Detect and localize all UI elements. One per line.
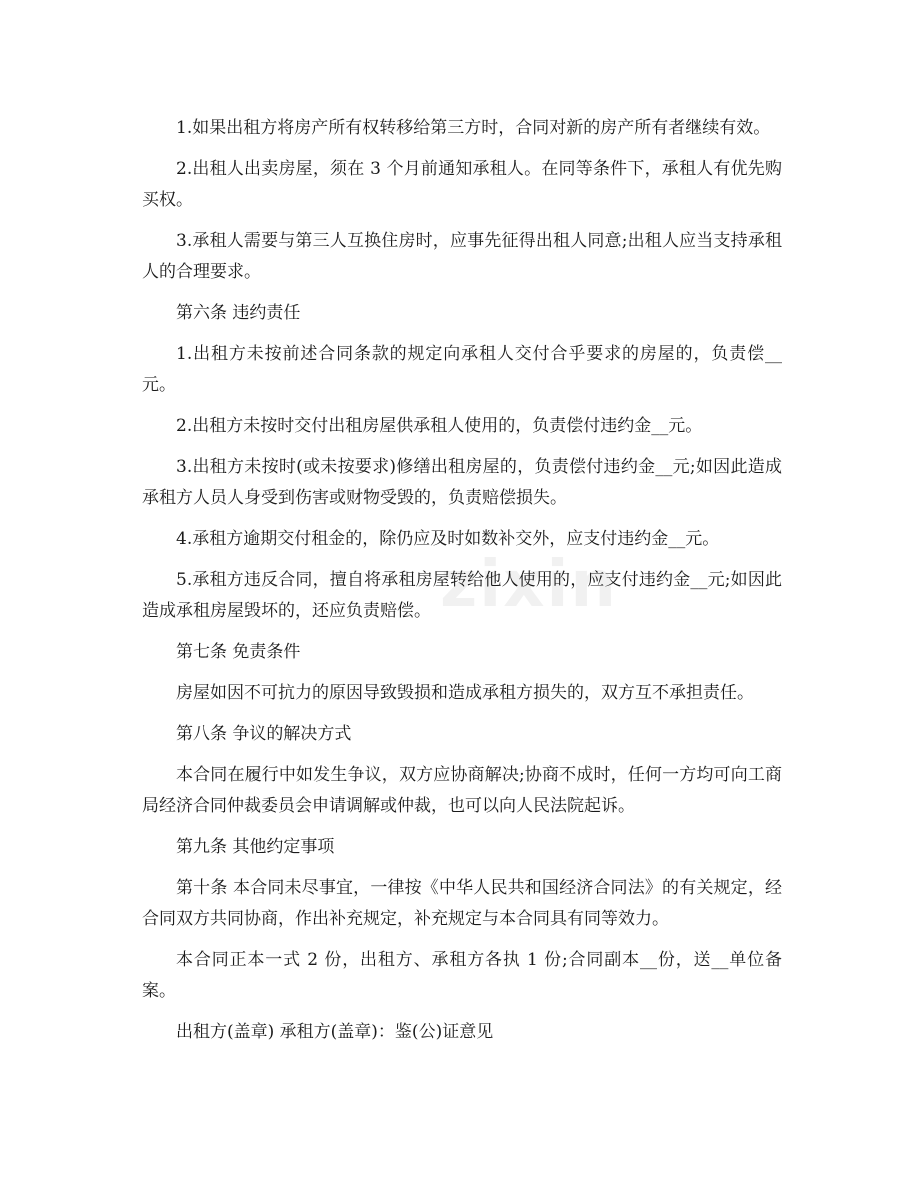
section-heading-article-7: 第七条 免责条件: [176, 642, 301, 662]
paragraph-breach-4: 4.承租方逾期交付租金的，除仍应及时如数补交外，应支付违约金__元。: [176, 529, 720, 549]
signature-line: 出租方(盖章) 承租方(盖章)：鉴(公)证意见: [176, 1022, 494, 1042]
paragraph-dispute-resolution: 本合同在履行中如发生争议，双方应协商解决;协商不成时，任何一方均可向工商局经济合同仲裁委员会申请调解或仲裁，也可以向人民法院起诉。: [142, 765, 782, 816]
paragraph-clause-1: 1.如果出租方将房产所有权转移给第三方时，合同对新的房产所有者继续有效。: [176, 118, 771, 138]
paragraph-breach-3: 3.出租方未按时(或未按要求)修缮出租房屋的，负责偿付违约金__元;如因此造成承租方人员人身受到伤害或财物受毁的，负责赔偿损失。: [142, 457, 782, 508]
section-heading-article-9: 第九条 其他约定事项: [176, 837, 335, 857]
paragraph-article-10: 第十条 本合同未尽事宜，一律按《中华人民共和国经济合同法》的有关规定，经合同双方共同协商，作出补充规定，补充规定与本合同具有同等效力。: [142, 878, 782, 929]
document-body: [142, 113, 782, 1058]
paragraph-breach-1: 1.出租方未按前述合同条款的规定向承租人交付合乎要求的房屋的，负责偿__元。: [142, 344, 782, 395]
section-heading-article-6: 第六条 违约责任: [176, 303, 301, 323]
paragraph-breach-2: 2.出租方未按时交付出租房屋供承租人使用的，负责偿付违约金__元。: [176, 416, 703, 436]
section-heading-article-8: 第八条 争议的解决方式: [176, 724, 352, 744]
paragraph-clause-2: 2.出租人出卖房屋，须在 3 个月前通知承租人。在同等条件下，承租人有优先购买权。: [142, 159, 782, 210]
paragraph-force-majeure: 房屋如因不可抗力的原因导致毁损和造成承租方损失的，双方互不承担责任。: [176, 683, 754, 703]
paragraph-clause-3: 3.承租人需要与第三人互换住房时，应事先征得出租人同意;出租人应当支持承租人的合理要求。: [142, 231, 782, 282]
paragraph-breach-5: 5.承租方违反合同，擅自将承租房屋转给他人使用的，应支付违约金__元;如因此造成承租房屋毁坏的，还应负责赔偿。: [142, 570, 782, 621]
watermark: zixin: [440, 548, 618, 622]
paragraph-copies: 本合同正本一式 2 份，出租方、承租方各执 1 份;合同副本__份，送__单位备案。: [142, 950, 782, 1001]
